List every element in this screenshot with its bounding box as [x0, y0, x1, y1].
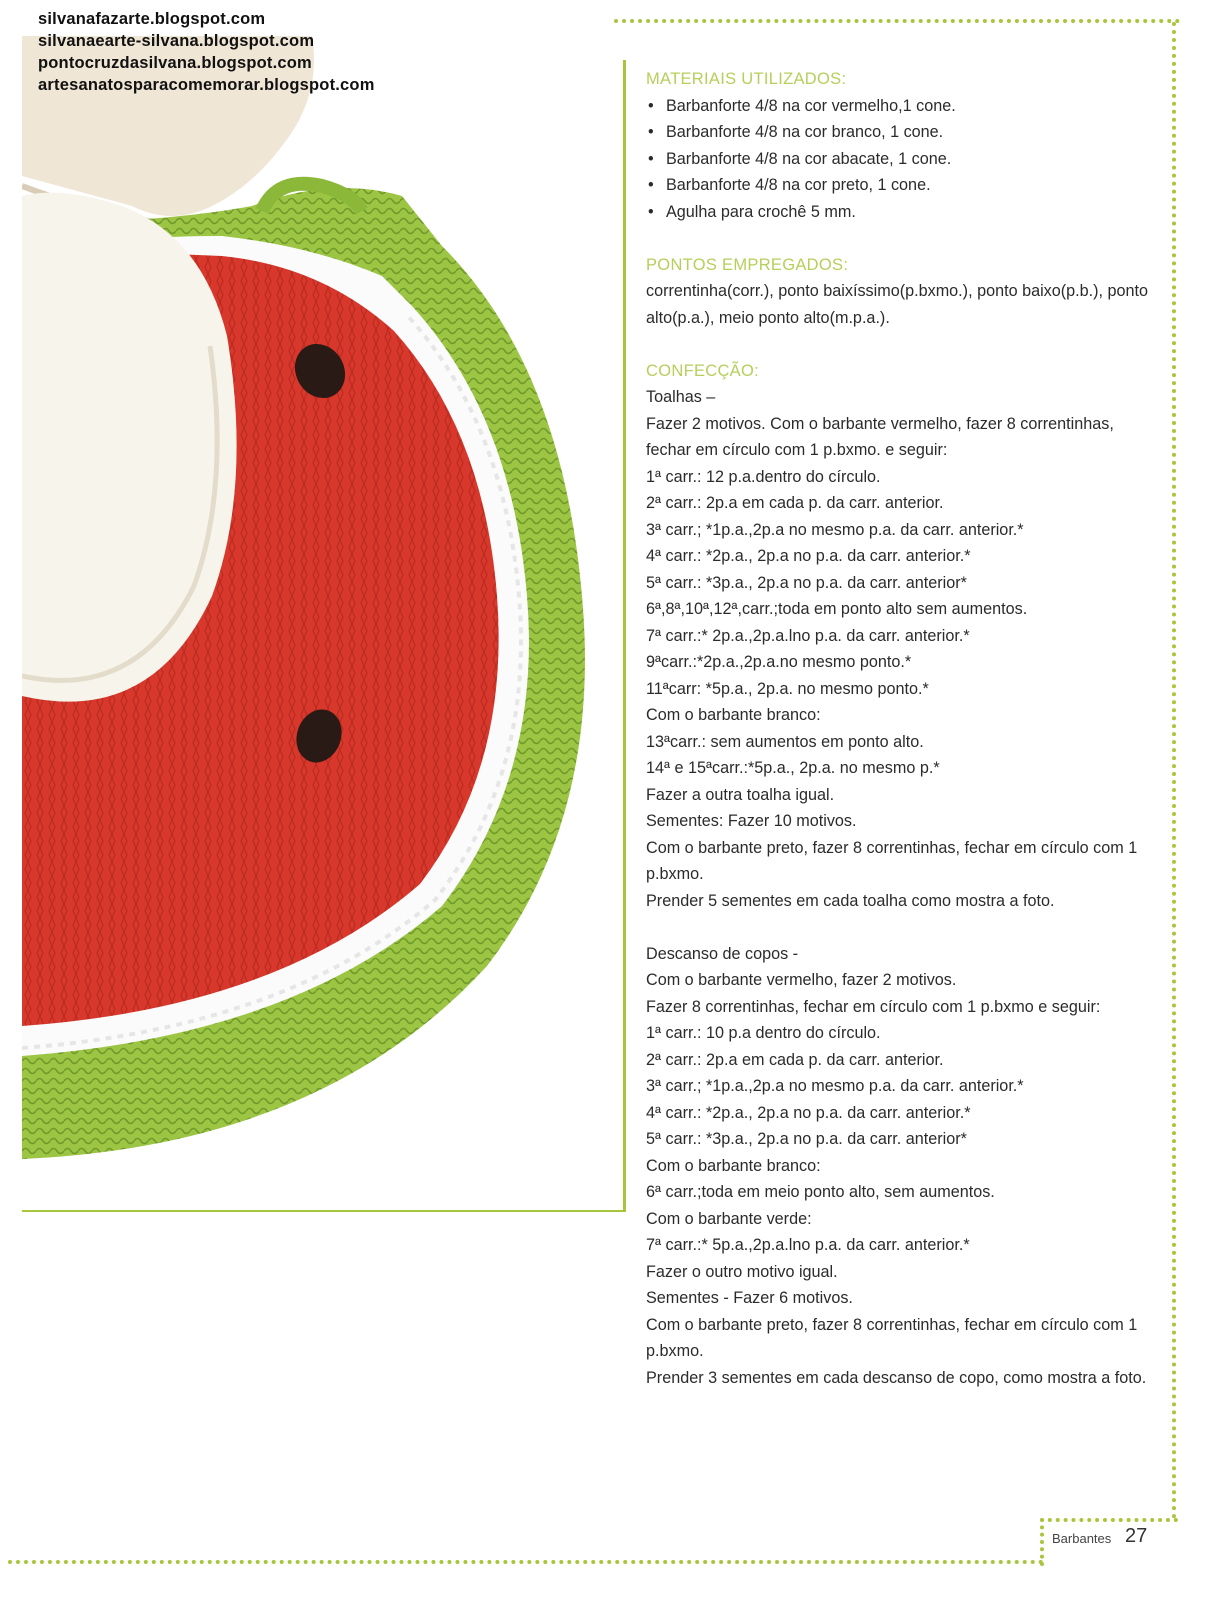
instruction-line: Toalhas –: [646, 388, 716, 406]
stitches-text: correntinha(corr.), ponto baixíssimo(p.bxmo.), ponto baixo(p.b.), ponto alto(p.a.), meio ponto alto(m.p.a.).: [646, 282, 1149, 327]
watermark-line: silvanafazarte.blogspot.com: [38, 10, 266, 28]
instruction-line: Fazer 8 correntinhas, fechar em círculo com 1 p.bxmo e seguir:: [646, 997, 1101, 1016]
instruction-line: Com o barbante branco:: [646, 706, 821, 724]
watermark-line: silvanaearte-silvana.blogspot.com: [38, 32, 315, 50]
instruction-line: Com o barbante preto, fazer 8 correntinhas, fechar em círculo com 1 p.bxmo.: [646, 838, 1138, 883]
descanso-instructions: [646, 941, 1158, 1392]
watermark-line: artesanatosparacomemorar.blogspot.com: [38, 76, 375, 94]
instruction-line: 13ªcarr.: sem aumentos em ponto alto.: [646, 732, 924, 751]
list-item: • Barbanforte 4/8 na cor branco, 1 cone.: [646, 119, 1158, 146]
instruction-line: Com o barbante branco:: [646, 1156, 821, 1175]
instruction-line: 3ª carr.; *1p.a.,2p.a no mesmo p.a. da carr. anterior.*: [646, 1077, 1024, 1095]
instruction-line: Com o barbante vermelho, fazer 2 motivos.: [646, 971, 957, 989]
watermark-line: pontocruzdasilvana.blogspot.com: [38, 54, 312, 72]
instruction-line: 1ª carr.: 10 p.a dentro do círculo.: [646, 1024, 881, 1042]
stitches-heading: PONTOS EMPREGADOS:: [646, 255, 849, 274]
page-number: 27: [1125, 1525, 1148, 1547]
photo-frame-line: [22, 1210, 626, 1212]
toalhas-instructions: [646, 384, 1158, 914]
instruction-line: Descanso de copos -: [646, 944, 799, 963]
watermelon-placemat-photo: [22, 36, 596, 1160]
instruction-line: Fazer 2 motivos. Com o barbante vermelho, fazer 8 correntinhas, fechar em círculo com 1 p.bxmo. e seguir:: [646, 414, 1114, 459]
instruction-line: 3ª carr.; *1p.a.,2p.a no mesmo p.a. da carr. anterior.*: [646, 520, 1024, 539]
instruction-line: Prender 3 sementes em cada descanso de copo, como mostra a foto.: [646, 1368, 1147, 1387]
materials-heading: MATERIAIS UTILIZADOS:: [646, 70, 847, 88]
instruction-line: Fazer a outra toalha igual.: [646, 785, 835, 804]
list-item: • Barbanforte 4/8 na cor abacate, 1 cone.: [646, 146, 1158, 173]
instruction-line: 2ª carr.: 2p.a em cada p. da carr. anterior.: [646, 494, 944, 512]
instruction-line: 5ª carr.: *3p.a., 2p.a no p.a. da carr. anterior*: [646, 1130, 967, 1148]
instruction-line: 1ª carr.: 12 p.a.dentro do círculo.: [646, 467, 881, 486]
instruction-line: 6ª carr.;toda em meio ponto alto, sem aumentos.: [646, 1183, 995, 1201]
materials-list: [646, 93, 1158, 226]
instruction-line: Prender 5 sementes em cada toalha como mostra a foto.: [646, 891, 1055, 910]
instruction-line: 6ª,8ª,10ª,12ª,carr.;toda em ponto alto sem aumentos.: [646, 600, 1028, 618]
dotted-border-right: [1172, 22, 1176, 1520]
instruction-line: 4ª carr.: *2p.a., 2p.a no p.a. da carr. anterior.*: [646, 547, 971, 565]
footer-section-label: Barbantes: [1052, 1531, 1112, 1546]
photo-frame-line: [623, 60, 626, 1212]
instruction-line: Com o barbante verde:: [646, 1209, 812, 1228]
instructions-column: [646, 66, 1158, 1391]
list-item: • Barbanforte 4/8 na cor vermelho,1 cone.: [646, 93, 1158, 120]
dotted-border-top: [614, 19, 1180, 23]
instruction-line: Sementes: Fazer 10 motivos.: [646, 812, 857, 830]
instruction-line: 2ª carr.: 2p.a em cada p. da carr. anterior.: [646, 1050, 944, 1069]
instruction-line: Fazer o outro motivo igual.: [646, 1262, 838, 1281]
instruction-line: 7ª carr.:* 5p.a.,2p.a.lno p.a. da carr. anterior.*: [646, 1236, 970, 1254]
instruction-line: Sementes - Fazer 6 motivos.: [646, 1289, 853, 1307]
dotted-border-bottom: [8, 1560, 1044, 1564]
instruction-line: 5ª carr.: *3p.a., 2p.a no p.a. da carr. anterior*: [646, 573, 967, 592]
making-heading: CONFECÇÃO:: [646, 361, 760, 380]
watermark-urls: [38, 8, 375, 96]
instruction-line: Com o barbante preto, fazer 8 correntinhas, fechar em círculo com 1 p.bxmo.: [646, 1315, 1138, 1360]
list-item: • Agulha para crochê 5 mm.: [646, 199, 1158, 226]
list-item: • Barbanforte 4/8 na cor preto, 1 cone.: [646, 172, 1158, 199]
instruction-line: 9ªcarr.:*2p.a.,2p.a.no mesmo ponto.*: [646, 653, 912, 671]
instruction-line: 11ªcarr: *5p.a., 2p.a. no mesmo ponto.*: [646, 679, 929, 698]
instruction-line: 14ª e 15ªcarr.:*5p.a., 2p.a. no mesmo p.*: [646, 759, 940, 777]
instruction-line: 7ª carr.:* 2p.a.,2p.a.lno p.a. da carr. anterior.*: [646, 626, 970, 645]
instruction-line: 4ª carr.: *2p.a., 2p.a no p.a. da carr. anterior.*: [646, 1103, 971, 1122]
